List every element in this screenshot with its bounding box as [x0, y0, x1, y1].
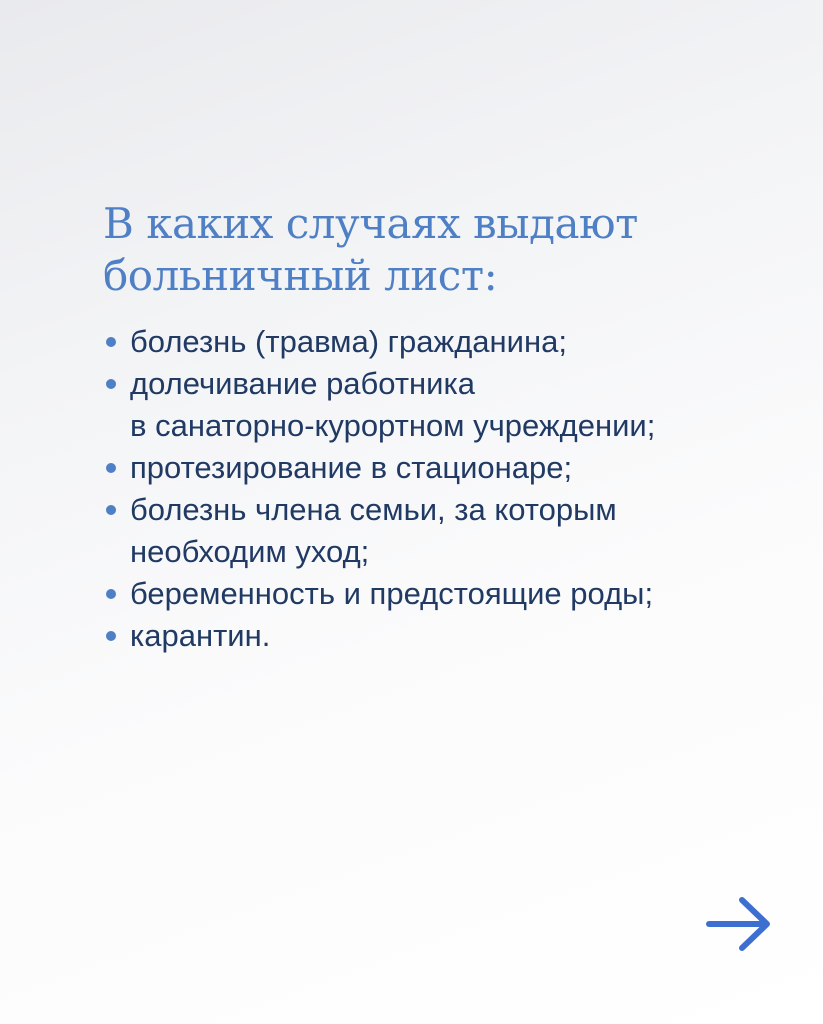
- list-item-text: болезнь члена семьи, за которым: [130, 492, 617, 527]
- list-item-text: долечивание работника: [130, 366, 475, 401]
- bullet-icon: [106, 589, 116, 599]
- list-item-text: беременность и предстоящие роды;: [130, 576, 654, 611]
- slide-title-line-1: В каких случаях выдают: [103, 199, 638, 248]
- bullet-icon: [106, 463, 116, 473]
- slide-title: [103, 198, 638, 302]
- arrow-right-icon[interactable]: [706, 895, 772, 953]
- list-item-text-continued: необходим уход;: [130, 534, 370, 569]
- bullet-icon: [106, 337, 116, 347]
- list-item: [103, 321, 655, 363]
- cases-list: [103, 321, 655, 657]
- bullet-icon: [106, 505, 116, 515]
- slide-title-line-2: больничный лист:: [103, 251, 498, 300]
- list-item: [103, 363, 655, 447]
- list-item-text-continued: в санаторно-курортном учреждении;: [130, 408, 656, 443]
- list-item: [103, 489, 655, 573]
- list-item-text: болезнь (травма) гражданина;: [130, 324, 567, 359]
- list-item: [103, 573, 655, 615]
- list-item: [103, 615, 655, 657]
- list-item-text: протезирование в стационаре;: [130, 450, 573, 485]
- bullet-icon: [106, 379, 116, 389]
- list-item: [103, 447, 655, 489]
- list-item-text: карантин.: [130, 618, 271, 653]
- bullet-icon: [106, 631, 116, 641]
